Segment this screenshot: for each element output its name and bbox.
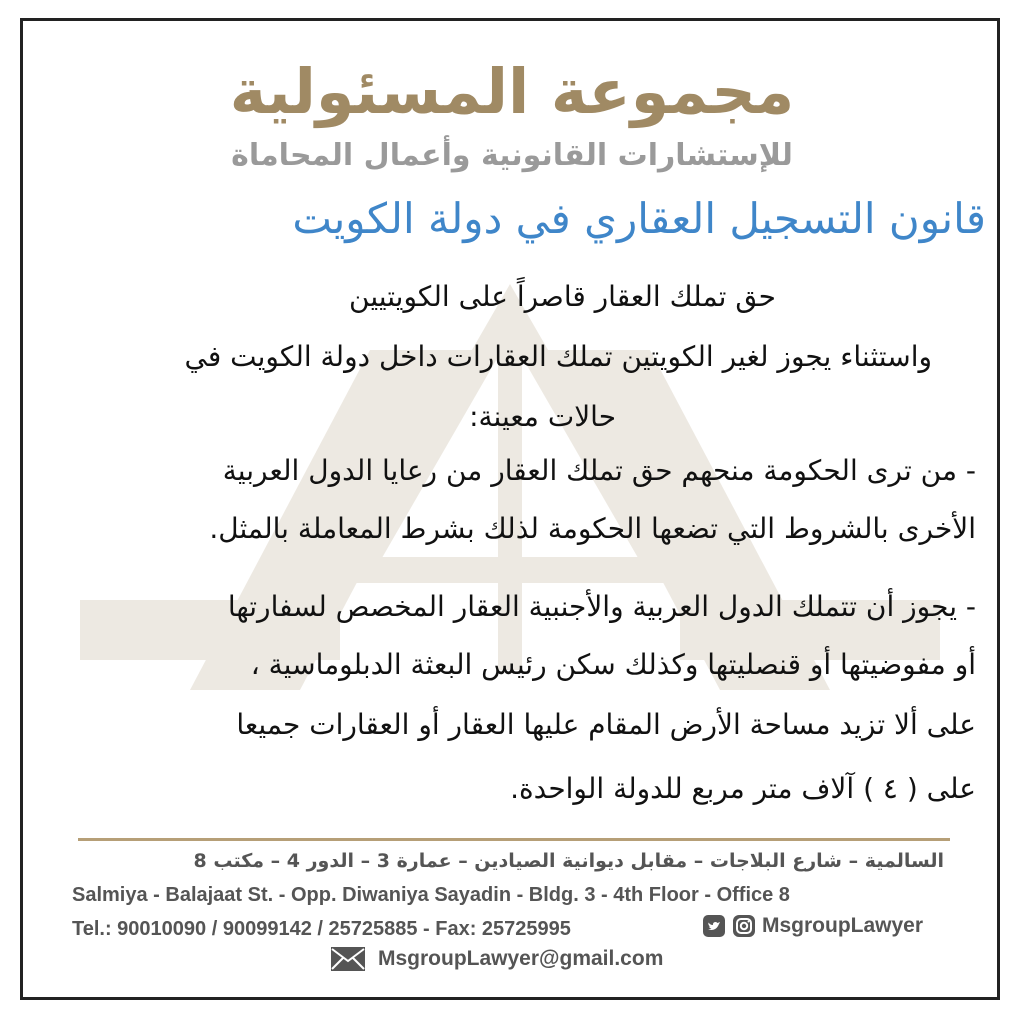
body-line: - من ترى الحكومة منحهم حق تملك العقار من رعايا الدول العربية [222,454,976,487]
instagram-icon[interactable] [732,914,756,938]
twitter-icon[interactable] [702,914,726,938]
body-line: واستثناء يجوز لغير الكويتين تملك العقارات داخل دولة الكويت في [184,340,932,373]
company-tagline: للإستشارات القانونية وأعمال المحاماة [231,138,793,173]
body-line: على ألا تزيد مساحة الأرض المقام عليها العقار أو العقارات جميعا [236,708,976,741]
body-line: حالات معينة: [469,400,616,433]
address-arabic: السالمية – شارع البلاجات – مقابل ديوانية الصيادين – عمارة 3 – الدور 4 – مكتب 8 [193,850,944,872]
body-line: أو مفوضيتها أو قنصليتها وكذلك سكن رئيس البعثة الدبلوماسية ، [250,648,976,681]
address-english: Salmiya - Balajaat St. - Opp. Diwaniya Sayadin - Bldg. 3 - 4th Floor - Office 8 [72,884,790,906]
social-handle[interactable]: MsgroupLawyer [762,914,924,937]
body-line: - يجوز أن تتملك الدول العربية والأجنبية العقار المخصص لسفارتها [227,590,976,623]
footer-divider [78,838,950,841]
email-row [330,946,663,972]
body-line: حق تملك العقار قاصراً على الكويتيين [349,280,776,313]
body-line: الأخرى بالشروط التي تضعها الحكومة لذلك بشرط المعاملة بالمثل. [209,512,976,545]
envelope-icon [330,946,366,972]
document-title: قانون التسجيل العقاري في دولة الكويت [292,194,986,243]
social-links [702,914,923,938]
email-address[interactable]: MsgroupLawyer@gmail.com [378,947,664,970]
company-name: مجموعة المسئولية [229,55,795,128]
phone-fax: Tel.: 90010090 / 90099142 / 25725885 - Fax: 25725995 [72,918,571,940]
body-line: على ( ٤ ) آلاف متر مربع للدولة الواحدة. [510,772,976,805]
